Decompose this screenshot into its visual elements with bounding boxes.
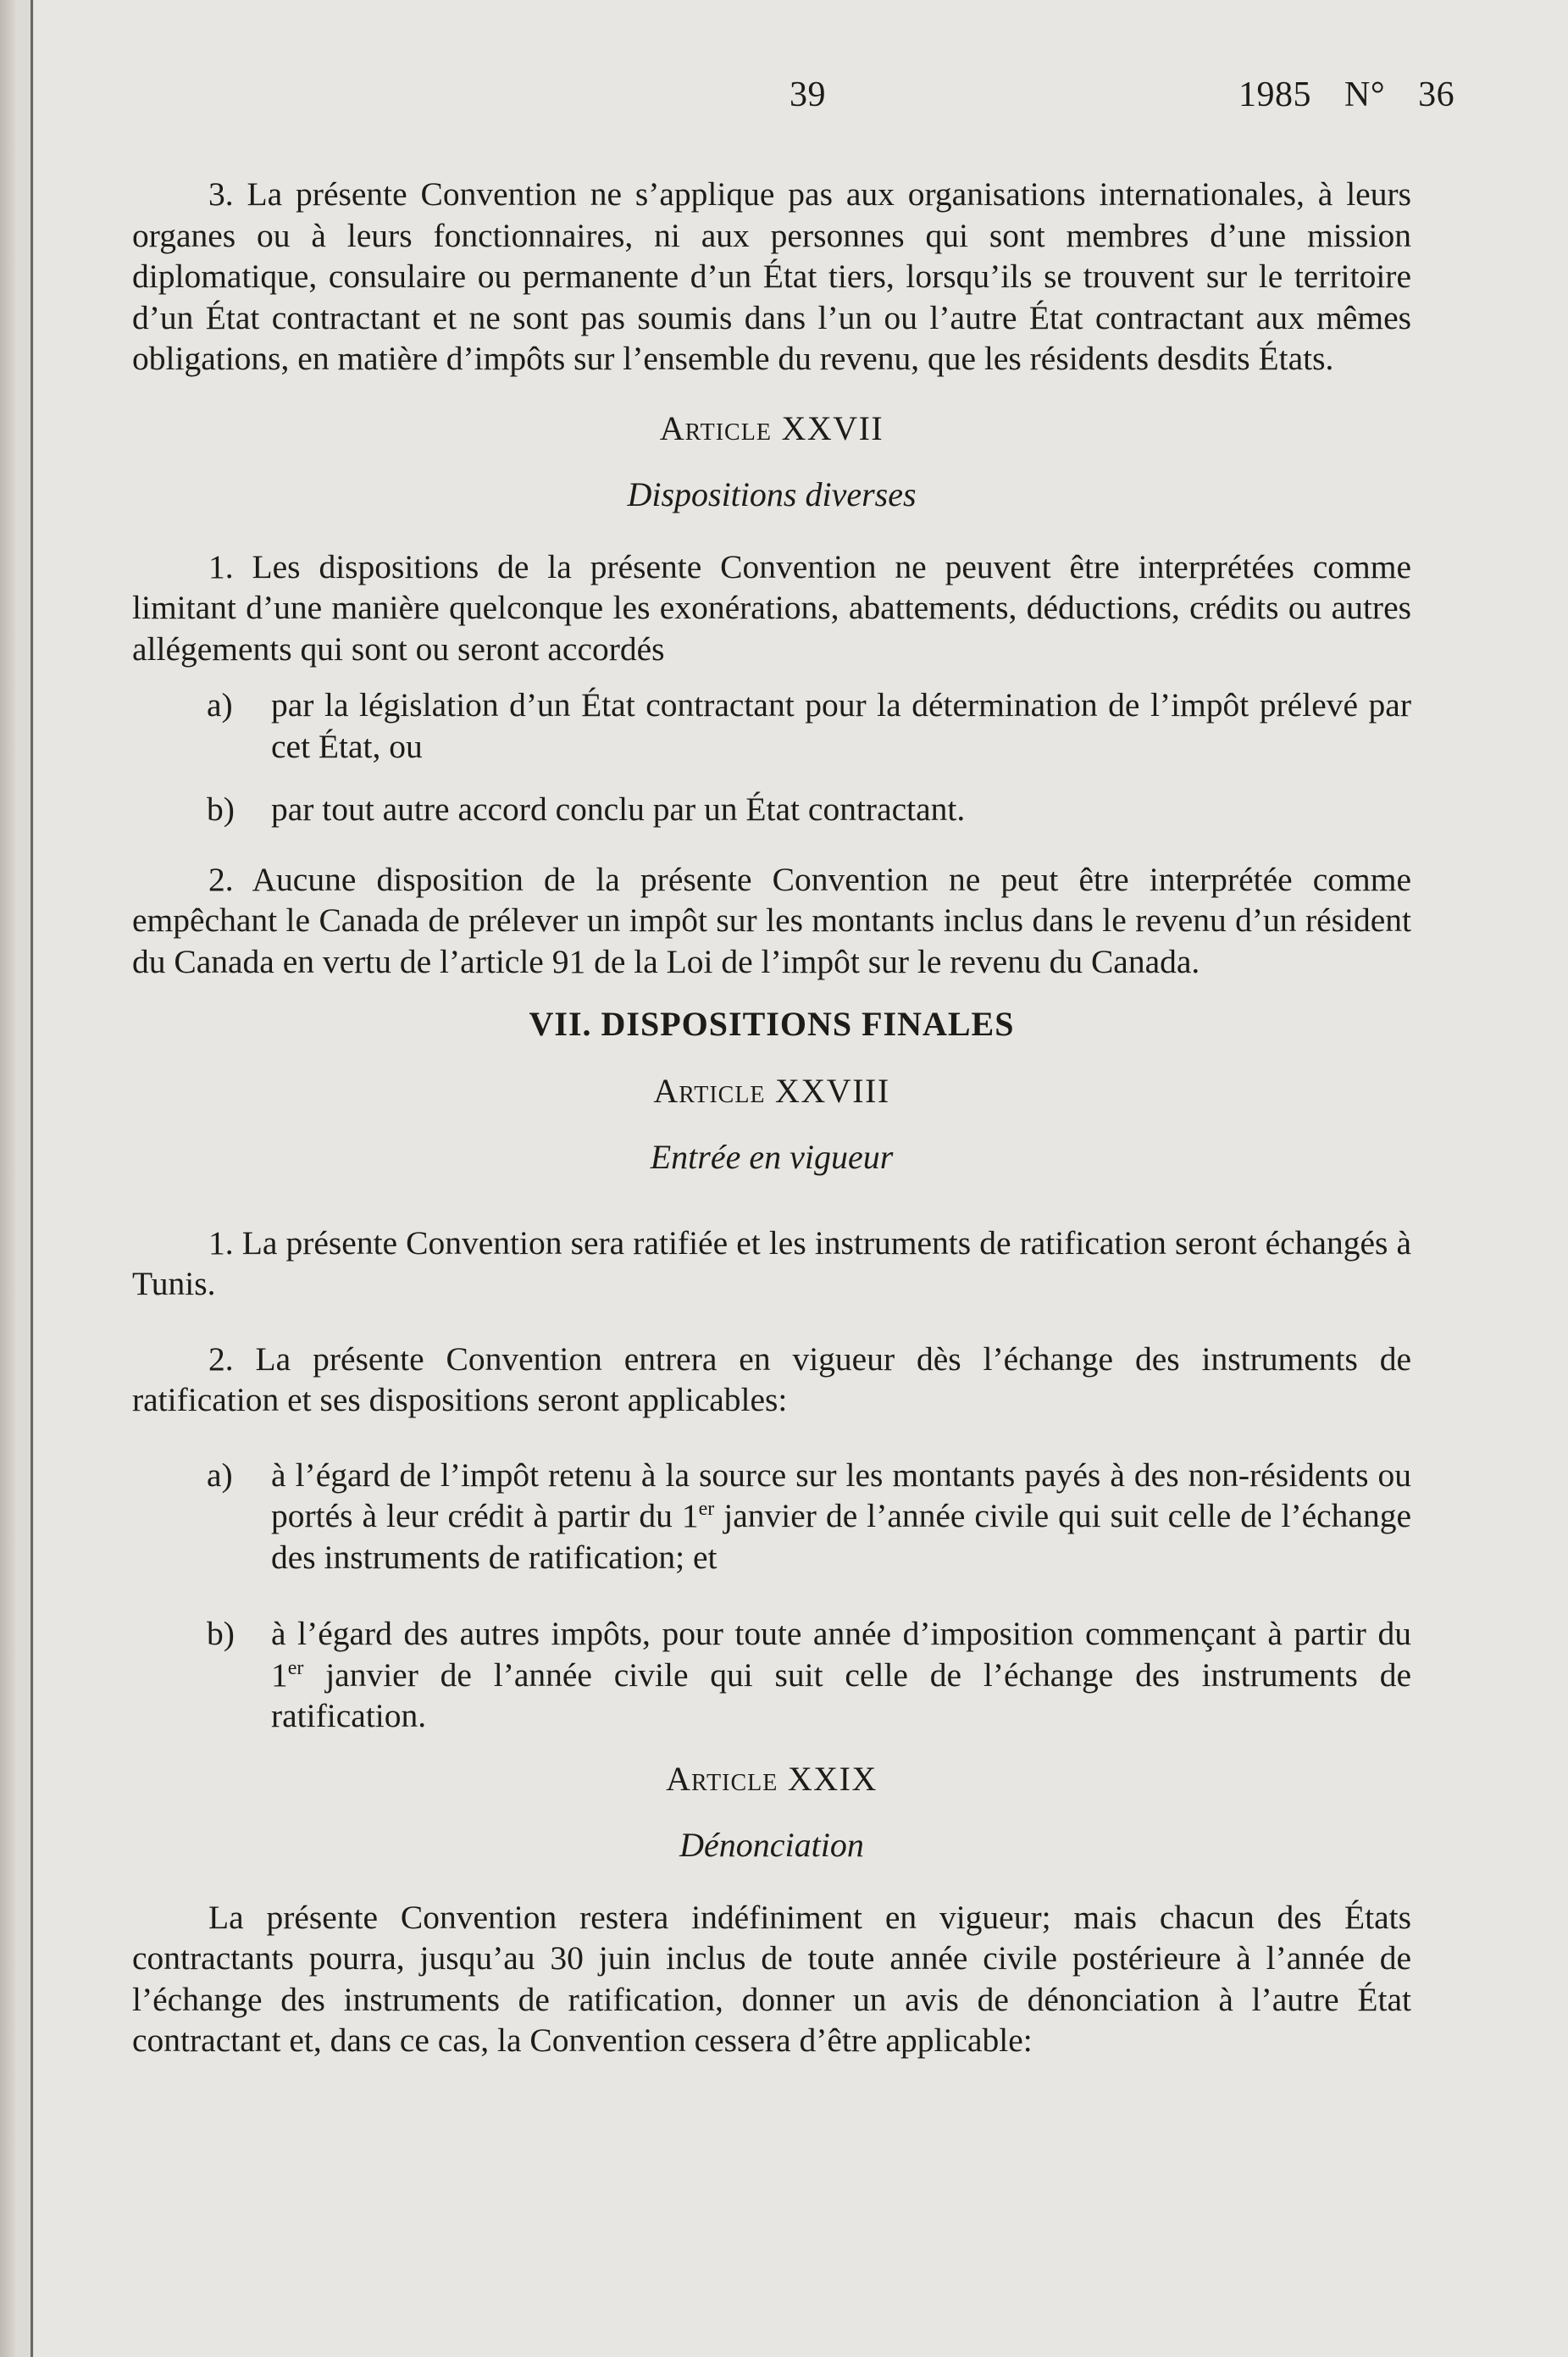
page-number: 39 bbox=[790, 75, 826, 114]
article-27-paragraph-2: 2. Aucune disposition de la présente Convention ne peut être interprétée comme empêchant le Canada de prélever un impôt sur les montants inclus dans le revenu d’un résident du Canada en vertu de l’article 91 de la Loi de l’impôt sur le revenu du Canada. bbox=[132, 860, 1411, 980]
item-text-part: à l’égard de l’impôt retenu à la source sur les montants payés à des non-résidents ou portés à leur crédit à partir du 1 bbox=[271, 1456, 1411, 1534]
article-28-paragraph-2: 2. La présente Convention entrera en vigueur dès l’échange des instruments de ratification et ses dispositions seront applicables: bbox=[132, 1339, 1411, 1418]
article-28-item-b bbox=[132, 1613, 1411, 1737]
item-text: par tout autre accord conclu par un État contractant. bbox=[271, 790, 966, 828]
article-28-paragraph-1: 1. La présente Convention sera ratifiée et les instruments de ratification seront échangés à Tunis. bbox=[132, 1223, 1411, 1302]
item-label: a) bbox=[207, 1456, 233, 1494]
ordinal-superscript: er bbox=[287, 1656, 304, 1679]
article-26-paragraph-3: 3. La présente Convention ne s’applique pas aux organisations internationales, à leurs organes ou à leurs fonctionnaires, ni aux personnes qui sont membres d’une mission diplomatique, consulaire ou permanente d’un État tiers, lorsqu’ils se trouvent sur le territoire d’un État contractant et ne sont pas soumis dans l’un ou l’autre État contractant aux mêmes obligations, en matière d’impôts sur l’ensemble du revenu, que les résidents desdits États. bbox=[132, 175, 1411, 377]
article-word: Article bbox=[666, 1759, 778, 1798]
item-text bbox=[271, 1613, 1411, 1737]
article-27-item-b bbox=[132, 789, 1411, 830]
article-29-title: Dénonciation bbox=[679, 1826, 864, 1864]
article-numeral: XXVII bbox=[781, 408, 884, 447]
item-text-part: janvier de l’année civile qui suit celle de l’échange des instruments de ratification; et bbox=[271, 1497, 1411, 1576]
item-text-part: janvier de l’année civile qui suit celle de l’échange des instruments de ratification. bbox=[271, 1655, 1411, 1734]
document-reference: 1985 N° 36 bbox=[1238, 75, 1455, 114]
article-29-heading bbox=[132, 1759, 1411, 1800]
item-text: par la législation d’un État contractant pour la détermination de l’impôt prélevé par cet État, ou bbox=[271, 686, 1411, 765]
article-numeral: XXIX bbox=[787, 1759, 878, 1798]
item-label: b) bbox=[207, 790, 235, 828]
article-27-item-a bbox=[132, 685, 1411, 767]
article-27-paragraph-1: 1. Les dispositions de la présente Convention ne peuvent être interprétées comme limitant d’une manière quelconque les exonérations, abattements, déductions, crédits ou autres allégements qui sont ou seront accordés bbox=[132, 547, 1411, 668]
ordinal-superscript: er bbox=[698, 1498, 715, 1520]
article-word: Article bbox=[653, 1071, 766, 1110]
article-word: Article bbox=[659, 408, 772, 447]
article-28-item-a bbox=[132, 1455, 1411, 1578]
item-text-part: à l’égard des autres impôts, pour toute année d’imposition commençant à partir du 1 bbox=[271, 1615, 1411, 1694]
document-page bbox=[34, 0, 1568, 2357]
item-label: a) bbox=[207, 686, 233, 724]
article-28-heading bbox=[132, 1071, 1411, 1112]
item-label: b) bbox=[207, 1615, 235, 1652]
body-text bbox=[132, 174, 1411, 2061]
article-28-title: Entrée en vigueur bbox=[650, 1138, 894, 1176]
section-title: VII. DISPOSITIONS FINALES bbox=[529, 1005, 1015, 1043]
article-numeral: XXVIII bbox=[775, 1071, 890, 1110]
item-text bbox=[271, 1455, 1411, 1578]
article-27-heading bbox=[132, 408, 1411, 450]
binding-line bbox=[30, 0, 33, 2357]
article-27-title: Dispositions diverses bbox=[627, 475, 917, 513]
article-29-paragraph: La présente Convention restera indéfiniment en vigueur; mais chacun des États contractants pourra, jusqu’au 30 juin inclus de toute année civile postérieure à l’année de l’échange des instruments de ratification, donner un avis de dénonciation à l’autre État contractant et, dans ce cas, la Convention cessera d’être applicable: bbox=[132, 1898, 1411, 2059]
page-gutter bbox=[0, 0, 15, 2357]
